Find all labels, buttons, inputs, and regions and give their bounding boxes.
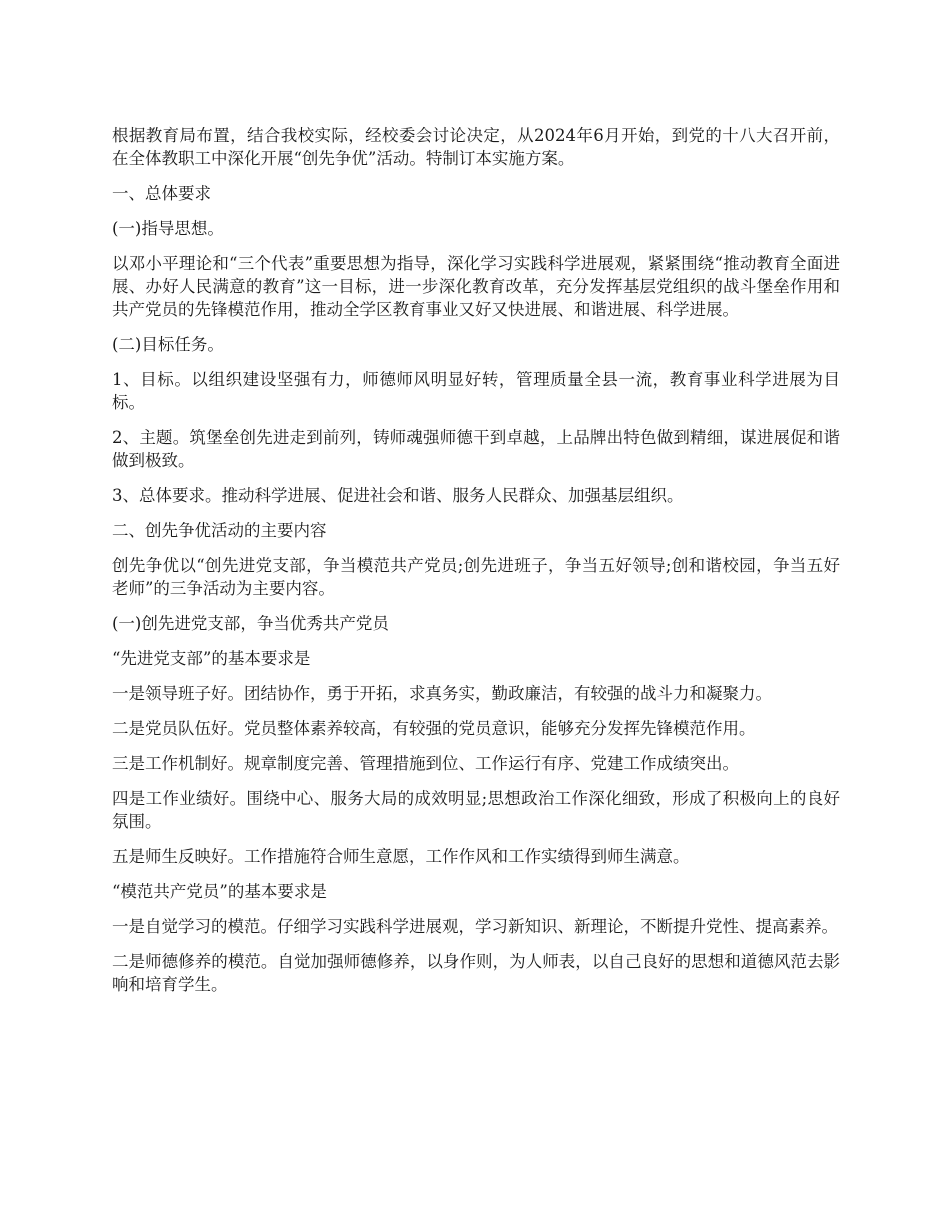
document-body: [112, 124, 840, 1008]
paragraph-objective-requirements: 3、总体要求。推动科学进展、促进社会和谐、服务人民群众、加强基层组织。: [112, 486, 684, 505]
paragraph-objective-goal: 1、目标。以组织建设坚强有力，师德师风明显好转，管理质量全县一流，教育事业科学进展为目标。: [112, 370, 840, 412]
paragraph-member-requirements-title: “模范共产党员”的基本要求是: [112, 882, 327, 901]
paragraph-branch-req-4: 四是工作业绩好。围绕中心、服务大局的成效明显;思想政治工作深化细致，形成了积极向上的良好氛围。: [112, 789, 840, 831]
subheading-guiding-thought: (一)指导思想。: [112, 219, 224, 238]
paragraph-branch-req-2: 二是党员队伍好。党员整体素养较高，有较强的党员意识，能够充分发挥先锋模范作用。: [112, 719, 756, 738]
paragraph-main-content: 创先争优以“创先进党支部，争当模范共产党员;创先进班子，争当五好领导;创和谐校园，争当五好老师”的三争活动为主要内容。: [112, 556, 840, 598]
section-heading-general-requirements: 一、总体要求: [112, 184, 211, 203]
paragraph-branch-req-1: 一是领导班子好。团结协作，勇于开拓，求真务实，勤政廉洁，有较强的战斗力和凝聚力。: [112, 684, 772, 703]
section-heading-main-content: 二、创先争优活动的主要内容: [112, 521, 327, 540]
paragraph-branch-req-5: 五是师生反映好。工作措施符合师生意愿，工作作风和工作实绩得到师生满意。: [112, 847, 690, 866]
subheading-objectives: (二)目标任务。: [112, 335, 224, 354]
paragraph-branch-req-3: 三是工作机制好。规章制度完善、管理措施到位、工作运行有序、党建工作成绩突出。: [112, 754, 739, 773]
paragraph-objective-theme: 2、主题。筑堡垒创先进走到前列，铸师魂强师德干到卓越，上品牌出特色做到精细，谋进展促和谐做到极致。: [112, 428, 840, 470]
intro-paragraph: 根据教育局布置，结合我校实际，经校委会讨论决定，从2024年6月开始，到党的十八大召开前，在全体教职工中深化开展“创先争优”活动。特制订本实施方案。: [112, 126, 840, 168]
paragraph-guiding-thought: 以邓小平理论和“三个代表”重要思想为指导，深化学习实践科学进展观，紧紧围绕“推动教育全面进展、办好人民满意的教育”这一目标，进一步深化教育改革，充分发挥基层党组织的战斗堡垒作用和共产党员的先锋模范作用，推动全学区教育事业又好又快进展、和谐进展、科学进展。: [112, 254, 840, 319]
paragraph-branch-requirements-title: “先进党支部”的基本要求是: [112, 649, 311, 668]
paragraph-member-req-1: 一是自觉学习的模范。仔细学习实践科学进展观，学习新知识、新理论，不断提升党性、提高素养。: [112, 917, 838, 936]
subheading-advanced-branch: (一)创先进党支部，争当优秀共产党员: [112, 614, 389, 633]
paragraph-member-req-2: 二是师德修养的模范。自觉加强师德修养，以身作则，为人师表，以自己良好的思想和道德风范去影响和培育学生。: [112, 952, 840, 994]
